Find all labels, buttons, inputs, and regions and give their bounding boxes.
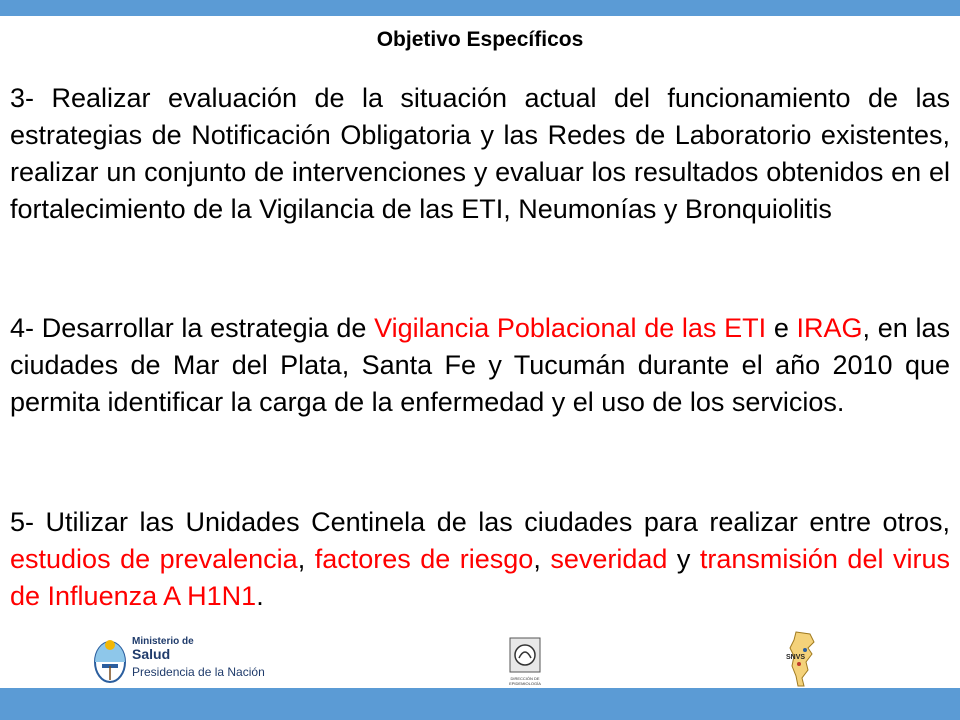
ministerio-line-2: Salud [132,646,171,662]
objective-5-sep-1: , [297,544,315,574]
objective-5-sep-3: y [667,544,700,574]
objective-4-highlight-1: Vigilancia Poblacional de las ETI [374,313,767,343]
snvs-logo [778,630,828,688]
top-band [0,0,960,16]
objective-4-highlight-2: IRAG [796,313,863,343]
ministerio-salud-logo [92,636,265,686]
objective-5-highlight-1: estudios de prevalencia [10,544,298,574]
objective-5-sep-2: , [533,544,551,574]
presidencia-text: Presidencia de la Nación [132,665,265,679]
objective-4-text-2: e [766,313,797,343]
snvs-label: SNVS [786,654,806,661]
objective-5-highlight-3: severidad [550,544,668,574]
argentina-shield-icon [92,636,128,684]
objective-5-text-1: 5- Utilizar las Unidades Centinela de las ciudades para realizar entre otros, [10,507,950,537]
objective-5-highlight-4: transmisión del virus de Influenza A H1N1 [10,544,950,611]
epidemiology-emblem-icon [504,636,546,676]
objective-5-end: . [256,581,264,611]
objective-5-highlight-2: factores de riesgo [314,544,534,574]
objective-4 [10,310,950,421]
objective-3-text: 3- Realizar evaluación de la situación actual del funcionamiento de las estrategias de Notificación Obligatoria y las Redes de Laboratorio existentes, realizar un conjunto de intervenciones y evaluar los resultados obtenidos en el fortalecimiento de la Vigilancia de las ETI, Neumonías y Bronquiolitis [10,83,950,224]
ministerio-text [132,636,194,662]
objective-4-text-1: 4- Desarrollar la estrategia de [10,313,375,343]
slide-title: Objetivo Específicos [376,28,584,51]
ministerio-line-1: Ministerio de [132,636,194,647]
objective-5 [10,504,950,615]
objective-4-text-3: , en las ciudades de Mar del Plata, Santa Fe y Tucumán durante el año 2010 que permita identificar la carga de la enfermedad y el uso de los servicios. [10,313,950,417]
objective-3 [10,80,950,228]
epidemiologia-caption: DIRECCIÓN DE EPIDEMIOLOGÍA [509,676,541,686]
bottom-band [0,688,960,720]
epidemiologia-logo [504,636,546,686]
